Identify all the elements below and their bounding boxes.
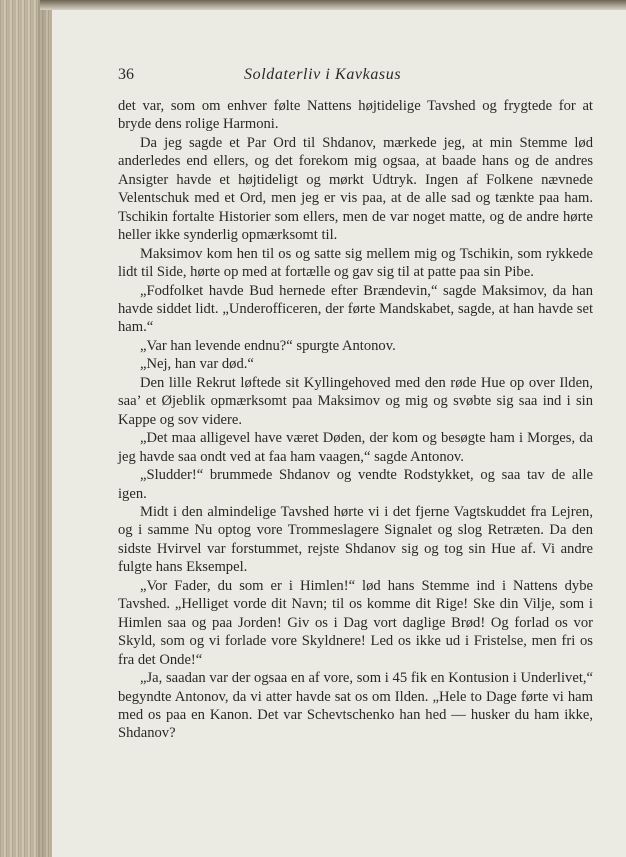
paragraph: Maksimov kom hen til os og satte sig mellem mig og Tschikin, som rykkede lidt til Side, hørte op med at fortælle og gav sig til at patte paa sin Pibe.	[118, 245, 593, 281]
paragraph: „Var han levende endnu?“ spurgte Antonov.	[140, 337, 396, 354]
paragraph: Den lille Rekrut løftede sit Kyllingehoved med den røde Hue op over Ilden, saa’ et Øjeblik opmærksomt paa Maksimov og mig og svøbte sig saa ind i sin Kappe og sov videre.	[118, 374, 593, 428]
page-top-edge	[40, 0, 626, 10]
paragraph: Midt i den almindelige Tavshed hørte vi i det fjerne Vagtskuddet fra Lejren, og i samme Nu optog vore Trommeslagere Signalet og slog Retræten. Da den sidste Hvirvel var forstummet, rejste Shdanov sig og tog sin Hue af. Vi andre fulgte hans Eksempel.	[118, 503, 593, 576]
body-text	[118, 97, 593, 743]
paragraph: „Nej, han var død.“	[140, 356, 254, 373]
paragraph: „Det maa alligevel have været Døden, der kom og besøgte ham i Morges, da jeg havde saa ondt ved at faa ham vaagen,“ sagde Antonov.	[118, 430, 593, 465]
paragraph: „Sludder!“ brummede Shdanov og vendte Rodstykket, og saa tav de alle igen.	[118, 467, 593, 502]
paragraph: det var, som om enhver følte Nattens højtidelige Tavshed og frygtede for at bryde dens rolige Harmoni.	[118, 98, 593, 133]
paragraph: Da jeg sagde et Par Ord til Shdanov, mærkede jeg, at min Stemme lød anderledes end ellers, og det forekom mig ogsaa, at baade hans og de andres Ansigter havde et højtideligt og mørkt Udtryk. Ingen af Folkene nævnede Velentschuk med et Ord, men jeg er vis paa, at de alle sad og tænkte paa ham. Tschikin fortalte Historier som ellers, men de var noget matte, og de andre hørte heller ikke synderlig opmærksomt til.	[118, 134, 593, 244]
page-number: 36	[118, 66, 134, 83]
paragraph: „Vor Fader, du som er i Himlen!“ lød hans Stemme ind i Nattens dybe Tavshed. „Helliget vorde dit Navn; til os komme dit Rige! Ske din Vilje, som i Himlen saa og paa Jorden! Giv os i Dag vort daglige Brød! Og forlad os vor Skyld, som og vi forlade vore Skyldnere! Led os ikke ud i Fristelse, men fri os fra det Onde!“	[118, 577, 593, 668]
page-header	[118, 66, 588, 88]
book-binding-edge	[0, 0, 52, 857]
running-head: Soldaterliv i Kavkasus	[244, 66, 402, 83]
paragraph: „Ja, saadan var der ogsaa en af vore, som i 45 fik en Kontusion i Underlivet,“ begyndte Antonov, da vi atter havde sat os om Ilden. „Hele to Dage førte vi ham med os paa en Kanon. Det var Schevtschenko han hed — husker du ham ikke, Shdanov?	[118, 670, 593, 742]
paragraph: „Fodfolket havde Bud hernede efter Brændevin,“ sagde Maksimov, da han havde siddet lidt. „Underofficeren, der førte Mandskabet, sagde, at han havde set ham.“	[118, 282, 593, 336]
